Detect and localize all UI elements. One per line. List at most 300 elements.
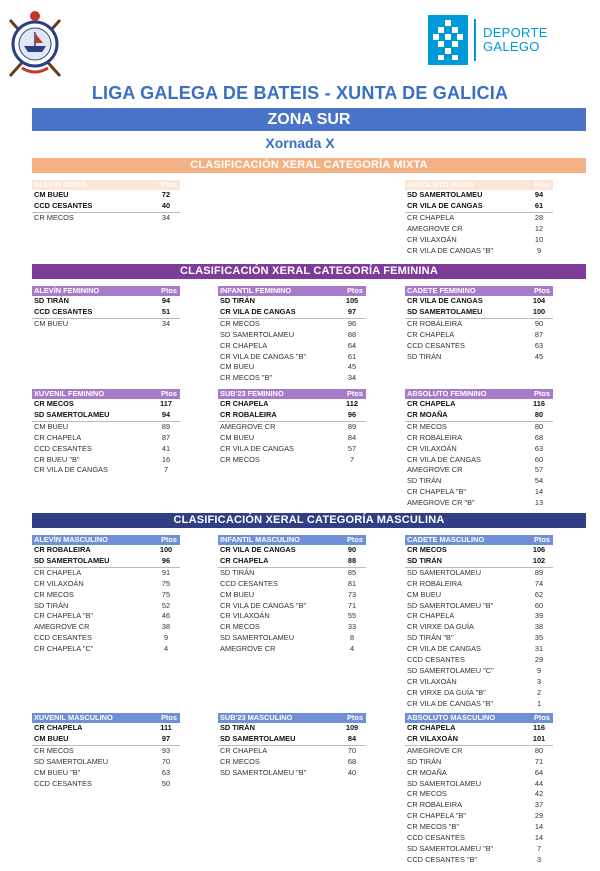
table-sub23-masculino (218, 713, 366, 779)
table-row (218, 296, 366, 307)
table-row (405, 568, 553, 579)
team-name: CR MOAÑA (407, 409, 448, 419)
logo-text (483, 26, 548, 54)
team-points: 96 (347, 318, 357, 328)
table-row (405, 235, 553, 246)
table-row (405, 746, 553, 757)
team-points: 111 (160, 723, 172, 732)
team-points: 116 (533, 399, 545, 408)
team-points: 101 (532, 733, 546, 743)
table-row (218, 341, 366, 352)
table-row (32, 296, 180, 307)
table-absoluto-masculino (405, 713, 553, 866)
team-name: CR CHAPELA (407, 723, 456, 732)
team-points: 55 (347, 611, 357, 621)
table-header (218, 713, 366, 723)
team-points: 100 (159, 545, 173, 554)
table-row (32, 746, 180, 757)
table-row (218, 757, 366, 768)
table-pts-header: Ptos (533, 286, 550, 295)
team-name: CR CHAPELA (220, 745, 268, 755)
table-row (218, 622, 366, 633)
table-row (405, 611, 553, 622)
team-name: CR BUEU "B" (34, 454, 80, 464)
table-pts-header: Ptos (346, 535, 363, 544)
team-name: CR VIRXE DA GUÍA (407, 622, 474, 632)
table-row (32, 455, 180, 466)
table-row (218, 611, 366, 622)
team-points: 9 (163, 633, 169, 643)
team-points: 4 (163, 644, 169, 654)
team-points: 62 (534, 589, 544, 599)
team-points: 71 (347, 600, 357, 610)
team-points: 97 (161, 733, 171, 743)
table-xuvenil-masculino (32, 713, 180, 789)
team-points: 89 (534, 567, 544, 577)
team-name: CM BUEU (34, 318, 69, 328)
team-points: 34 (347, 373, 357, 383)
team-points: 68 (534, 432, 544, 442)
table-row (218, 307, 366, 319)
team-points: 102 (532, 555, 546, 565)
table-row (218, 590, 366, 601)
logo-text-line2: GALEGO (483, 39, 540, 54)
team-points: 28 (534, 212, 544, 222)
team-name: SD TIRÁN (34, 296, 69, 305)
table-pts-header: Ptos (533, 535, 550, 544)
table-row (405, 734, 553, 746)
page-title: LIGA GALEGA DE BATEIS - XUNTA DE GALICIA (91, 83, 509, 103)
table-row (405, 844, 553, 855)
table-alevin-masculino (32, 535, 180, 655)
table-row (218, 644, 366, 655)
team-name: SD SAMERTOLAMEU (34, 409, 110, 419)
table-row (405, 190, 553, 201)
table-row (218, 556, 366, 568)
table-pts-header: Ptos (533, 713, 550, 722)
table-row (32, 444, 180, 455)
table-row (405, 723, 553, 734)
team-points: 68 (347, 756, 357, 766)
team-points: 13 (534, 498, 544, 508)
table-row (405, 757, 553, 768)
team-points: 45 (347, 362, 357, 372)
team-name: CR VILA DE CANGAS (407, 644, 481, 654)
table-sub23-feminino (218, 389, 366, 465)
team-points: 41 (161, 443, 171, 453)
table-title: ABSOLUTO MASCULINO (407, 713, 496, 722)
table-row (218, 734, 366, 746)
table-row (405, 789, 553, 800)
table-infantil-feminino (218, 286, 366, 384)
team-points: 80 (534, 421, 544, 431)
table-header (218, 286, 366, 296)
team-name: CCD CESANTES (407, 340, 465, 350)
team-points: 89 (161, 421, 171, 431)
team-name: CCD CESANTES (407, 655, 465, 665)
table-row (32, 410, 180, 422)
table-pts-header: Ptos (160, 389, 177, 398)
team-points: 60 (534, 600, 544, 610)
team-name: CR MECOS (407, 789, 447, 799)
team-points: 75 (161, 578, 171, 588)
team-points: 90 (347, 545, 357, 554)
table-row (405, 633, 553, 644)
table-row (32, 723, 180, 734)
team-points: 4 (349, 644, 355, 654)
table-infantil-masculino (218, 535, 366, 655)
team-points: 38 (161, 622, 171, 632)
team-name: CR CHAPELA "B" (34, 611, 94, 621)
team-name: AMEGROVE CR (407, 223, 463, 233)
table-title: SUB'23 MASCULINO (220, 713, 293, 722)
team-points: 7 (349, 454, 355, 464)
table-row (32, 307, 180, 319)
team-name: CCD CESANTES (34, 200, 93, 210)
table-row (32, 579, 180, 590)
table-row (405, 855, 553, 866)
team-points: 44 (534, 778, 544, 788)
table-row (32, 213, 180, 224)
table-header (32, 180, 180, 190)
table-row (405, 601, 553, 612)
deporte-galego-logo (428, 15, 558, 65)
team-points: 100 (532, 306, 546, 316)
team-points: 39 (534, 611, 544, 621)
team-points: 74 (534, 578, 544, 588)
table-row (218, 444, 366, 455)
team-points: 33 (347, 622, 357, 632)
team-name: CR CHAPELA (220, 555, 269, 565)
table-pts-header: Ptos (346, 389, 363, 398)
table-header (32, 286, 180, 296)
team-name: CR MECOS (407, 545, 447, 554)
team-points: 40 (347, 767, 357, 777)
table-row (32, 201, 180, 213)
team-name: SD SAMERTOLAMEU (220, 633, 295, 643)
table-row (218, 362, 366, 373)
team-name: CR CHAPELA (34, 723, 83, 732)
team-points: 80 (534, 745, 544, 755)
team-name: SD SAMERTOLAMEU (407, 190, 483, 199)
table-alevin-feminino (32, 286, 180, 330)
team-points: 64 (347, 340, 357, 350)
table-row (32, 734, 180, 746)
team-name: CR CHAPELA (407, 611, 455, 621)
team-name: CR VIRXE DA GUÍA "B" (407, 687, 486, 697)
table-cadete-masculino (405, 535, 553, 710)
team-points: 88 (347, 329, 357, 339)
team-points: 61 (534, 200, 544, 210)
team-points: 109 (345, 723, 359, 732)
table-pts-header: Ptos (160, 713, 177, 722)
team-points: 14 (534, 487, 544, 497)
table-pts-header: Ptos (160, 180, 177, 189)
table-header (405, 389, 553, 399)
table-row (405, 622, 553, 633)
section-title-masculina: CLASIFICACIÓN XERAL CATEGORÍA MASCULINA (32, 513, 586, 528)
team-name: CR VILA DE CANGAS (220, 545, 296, 554)
table-row (32, 644, 180, 655)
table-row (405, 498, 553, 509)
team-points: 64 (534, 767, 544, 777)
team-name: CR CHAPELA (220, 399, 269, 408)
table-row (405, 455, 553, 466)
team-name: CM BUEU (34, 190, 69, 199)
team-points: 89 (347, 421, 357, 431)
table-pts-header: Ptos (160, 535, 177, 544)
table-row (218, 568, 366, 579)
team-name: SD SAMERTOLAMEU "B" (220, 767, 307, 777)
table-row (32, 622, 180, 633)
team-name: CR CHAPELA "B" (407, 487, 467, 497)
team-name: CR CHAPELA (34, 567, 82, 577)
table-row (405, 296, 553, 307)
section-title-feminina: CLASIFICACIÓN XERAL CATEGORÍA FEMININA (32, 264, 586, 279)
table-title: INFANTIL FEMININO (220, 286, 292, 295)
table-row (405, 476, 553, 487)
team-name: CR MECOS (220, 622, 260, 632)
team-name: CR CHAPELA (407, 212, 455, 222)
table-row (405, 833, 553, 844)
team-name: CR MECOS "B" (407, 822, 460, 832)
table-row (405, 822, 553, 833)
team-name: CR VILA DE CANGAS (407, 200, 483, 210)
team-name: CR VILA DE CANGAS (220, 306, 296, 316)
table-row (32, 568, 180, 579)
team-points: 54 (534, 476, 544, 486)
table-row (405, 666, 553, 677)
table-row (32, 768, 180, 779)
table-header (405, 713, 553, 723)
team-name: CR VILAXOÁN (407, 234, 457, 244)
team-points: 57 (347, 443, 357, 453)
team-points: 70 (161, 756, 171, 766)
team-name: SD TIRÁN (407, 351, 442, 361)
table-row (218, 545, 366, 556)
team-points: 72 (161, 190, 171, 199)
table-row (405, 444, 553, 455)
team-name: SD SAMERTOLAMEU (34, 756, 109, 766)
team-points: 50 (161, 778, 171, 788)
team-points: 1 (536, 698, 542, 708)
team-name: CR MECOS (220, 454, 260, 464)
table-pts-header: Ptos (346, 286, 363, 295)
table-absoluto-feminino (405, 389, 553, 509)
table-row (405, 201, 553, 213)
team-name: CR VILAXOÁN (407, 443, 457, 453)
table-row (218, 433, 366, 444)
team-name: CR VILAXOÁN (220, 611, 270, 621)
table-title: ABSOLUTO FEMININO (407, 389, 487, 398)
team-name: SD SAMERTOLAMEU (407, 567, 482, 577)
team-name: SD TIRÁN (220, 296, 255, 305)
table-pts-header: Ptos (346, 713, 363, 722)
table-absoluto-mixto (405, 180, 553, 256)
team-points: 42 (534, 789, 544, 799)
table-row (405, 800, 553, 811)
team-name: SD SAMERTOLAMEU "C" (407, 665, 494, 675)
team-points: 14 (534, 833, 544, 843)
logo-text-line1: DEPORTE (483, 25, 548, 40)
team-name: CR CHAPELA "B" (407, 811, 467, 821)
team-name: CM BUEU (220, 432, 255, 442)
table-pts-header: Ptos (533, 389, 550, 398)
team-points: 29 (534, 811, 544, 821)
team-points: 40 (161, 200, 171, 210)
team-points: 84 (347, 432, 357, 442)
team-name: CR MECOS "B" (220, 373, 273, 383)
table-row (218, 601, 366, 612)
team-name: AMEGROVE CR (220, 421, 276, 431)
team-points: 34 (161, 212, 171, 222)
table-row (218, 352, 366, 363)
xunta-cross-icon (428, 15, 468, 65)
team-points: 63 (161, 767, 171, 777)
table-row (32, 601, 180, 612)
table-row (405, 811, 553, 822)
team-points: 94 (161, 409, 171, 419)
team-points: 45 (534, 351, 544, 361)
team-points: 73 (347, 589, 357, 599)
team-name: CR VILAXOÁN (407, 733, 458, 743)
table-header (32, 713, 180, 723)
team-name: SD TIRÁN (220, 723, 255, 732)
table-header (405, 180, 553, 190)
team-name: CM BUEU (34, 733, 69, 743)
table-title: XUVENIL MASCULINO (34, 713, 113, 722)
team-name: CCD CESANTES "B" (407, 854, 478, 864)
team-points: 94 (161, 296, 171, 305)
table-header (32, 389, 180, 399)
table-row (218, 723, 366, 734)
section-title-mixta: CLASIFICACIÓN XERAL CATEGORÍA MIXTA (32, 158, 586, 173)
jornada-subtitle: Xornada X (265, 135, 335, 151)
table-row (32, 190, 180, 201)
table-row (405, 579, 553, 590)
team-name: SD TIRÁN "B" (407, 633, 454, 643)
table-row (218, 746, 366, 757)
table-row (218, 633, 366, 644)
team-points: 7 (163, 465, 169, 475)
logo-divider (474, 19, 476, 61)
table-row (405, 352, 553, 363)
table-row (405, 688, 553, 699)
table-row (405, 246, 553, 257)
table-row (32, 590, 180, 601)
table-alevin-mixto (32, 180, 180, 224)
team-name: CCD CESANTES (34, 306, 93, 316)
team-name: SD SAMERTOLAMEU (220, 329, 295, 339)
team-name: CR ROBALEIRA (407, 578, 463, 588)
team-name: CR VILA DE CANGAS (407, 296, 483, 305)
table-row (218, 455, 366, 466)
table-row (405, 433, 553, 444)
team-name: CR ROBALEIRA (407, 800, 463, 810)
table-row (405, 590, 553, 601)
team-points: 81 (347, 578, 357, 588)
table-title: ALEVÍN MIXTO (34, 180, 87, 189)
team-name: CR MOAÑA (407, 767, 447, 777)
team-points: 35 (534, 633, 544, 643)
team-points: 51 (161, 306, 171, 316)
team-points: 117 (160, 399, 172, 408)
table-row (405, 465, 553, 476)
table-pts-header: Ptos (160, 286, 177, 295)
table-row (218, 422, 366, 433)
table-row (405, 677, 553, 688)
team-name: AMEGROVE CR (34, 622, 90, 632)
team-points: 105 (345, 296, 359, 305)
team-points: 112 (346, 399, 358, 408)
team-name: SD SAMERTOLAMEU (407, 778, 482, 788)
table-row (32, 757, 180, 768)
table-header (405, 286, 553, 296)
team-points: 9 (536, 245, 542, 255)
table-row (405, 779, 553, 790)
team-name: SD TIRÁN (220, 567, 255, 577)
team-points: 70 (347, 745, 357, 755)
team-points: 88 (347, 555, 357, 565)
team-name: CCD CESANTES (220, 578, 278, 588)
table-row (32, 399, 180, 410)
team-name: AMEGROVE CR (407, 465, 463, 475)
team-name: CCD CESANTES (34, 778, 92, 788)
team-name: CCD CESANTES (407, 833, 465, 843)
team-name: SD TIRÁN (407, 555, 442, 565)
table-row (405, 644, 553, 655)
team-points: 87 (534, 329, 544, 339)
team-points: 16 (161, 454, 171, 464)
team-name: CR VILA DE CANGAS "B" (220, 600, 307, 610)
team-name: CR VILA DE CANGAS (220, 443, 294, 453)
team-points: 91 (161, 567, 171, 577)
team-points: 3 (536, 676, 542, 686)
team-points: 94 (534, 190, 544, 199)
table-row (405, 330, 553, 341)
table-title: ALEVÍN FEMININO (34, 286, 100, 295)
table-row (405, 319, 553, 330)
team-points: 90 (534, 318, 544, 328)
table-row (32, 779, 180, 790)
table-row (32, 319, 180, 330)
team-name: SD SAMERTOLAMEU (34, 555, 110, 565)
team-name: SD SAMERTOLAMEU (220, 733, 296, 743)
table-title: XUVENIL FEMININO (34, 389, 105, 398)
team-points: 34 (161, 318, 171, 328)
table-row (405, 410, 553, 422)
team-name: CR ROBALEIRA (407, 432, 463, 442)
table-title: ALEVÍN MASCULINO (34, 535, 108, 544)
team-name: CR VILA DE CANGAS "B" (407, 698, 494, 708)
table-row (32, 633, 180, 644)
table-row (405, 307, 553, 319)
table-row (405, 224, 553, 235)
table-row (405, 399, 553, 410)
table-header (32, 535, 180, 545)
table-row (405, 768, 553, 779)
team-points: 57 (534, 465, 544, 475)
team-points: 80 (534, 409, 544, 419)
zone-title: ZONA SUR (32, 108, 586, 131)
team-points: 116 (533, 723, 545, 732)
team-points: 96 (161, 555, 171, 565)
table-title: SUB'23 FEMININO (220, 389, 284, 398)
table-row (218, 330, 366, 341)
table-title: INFANTIL MASCULINO (220, 535, 300, 544)
club-logo (4, 6, 66, 82)
team-name: CR VILA DE CANGAS (407, 454, 481, 464)
